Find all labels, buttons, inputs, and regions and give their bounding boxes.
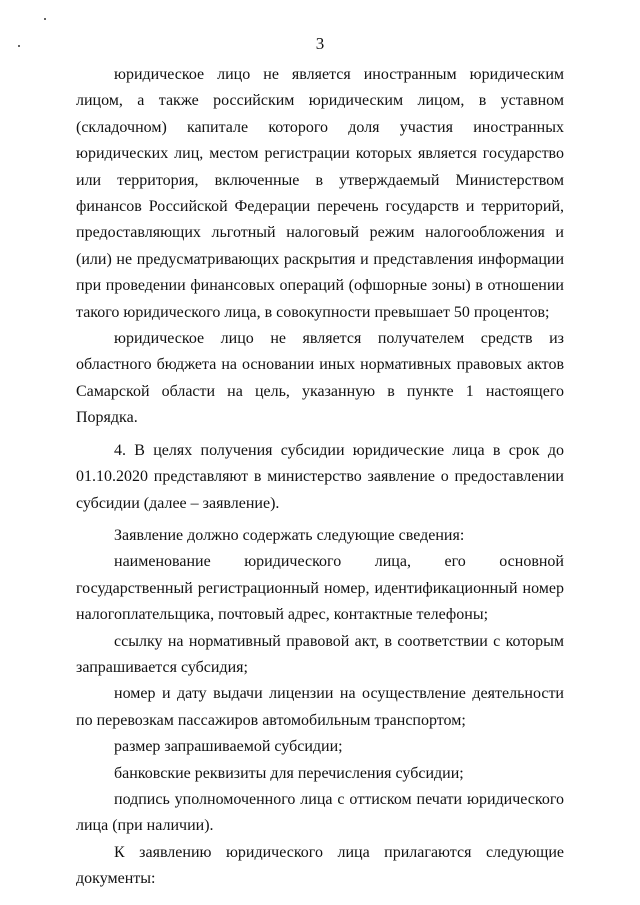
- paragraph: наименование юридического лица, его основной государственный регистрационный номер, идентификационный номер налогоплательщика, почтовый адрес, контактные телефоны;: [76, 553, 564, 624]
- paragraph: подпись уполномоченного лица с оттиском печати юридического лица (при наличии).: [76, 790, 564, 835]
- document-body: [76, 62, 564, 893]
- paragraph: номер и дату выдачи лицензии на осуществление деятельности по перевозкам пассажиров автомобильным транспортом;: [76, 685, 564, 729]
- paragraph: юридическое лицо не является получателем средств из областного бюджета на основании иных нормативных правовых актов Самарской области на цель, указанную в пункте 1 настоящего Порядка.: [76, 330, 564, 427]
- paragraph: К заявлению юридического лица прилагаются следующие документы:: [76, 843, 564, 888]
- paragraph: размер запрашиваемой субсидии;: [114, 738, 343, 756]
- scan-mark-dot: [44, 18, 46, 20]
- page-number: 3: [315, 34, 325, 53]
- paragraph: юридическое лицо не является иностранным юридическим лицом, а также российским юридическим лицом, в уставном (складочном) капитале которого доля участия иностранных юридических лиц, местом регистрации которых является государство или территория, включенные в утверждаемый Министерством финансов Российской Федерации перечень государств и территорий, предоставляющих льготный налоговый режим налогообложения и (или) не предусматривающих раскрытия и представления информации при проведении финансовых операций (офшорные зоны) в отношении такого юридического лица, в совокупности превышает 50 процентов;: [76, 66, 564, 321]
- paragraph: банковские реквизиты для перечисления субсидии;: [114, 764, 464, 782]
- paragraph: 4. В целях получения субсидии юридические лица в срок до 01.10.2020 представляют в министерство заявление о предоставлении субсидии (далее – заявление).: [76, 441, 564, 512]
- paragraph: ссылку на нормативный правовой акт, в соответствии с которым запрашивается субсидия;: [76, 632, 564, 676]
- paragraph: Заявление должно содержать следующие сведения:: [114, 526, 465, 544]
